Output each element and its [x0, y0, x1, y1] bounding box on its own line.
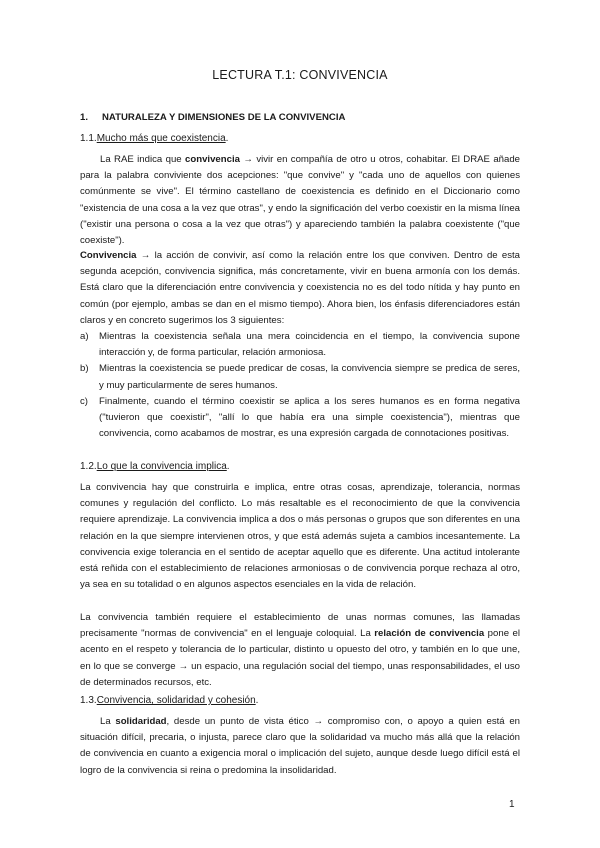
subsection-title: Convivencia, solidaridad y cohesión: [96, 695, 256, 706]
text-run: La convivencia también requiere el establecimiento de unas normas comunes, las llamadas precisamente "normas de convivencia" en el lenguaje coloquial. La: [80, 612, 520, 640]
differences-list: [80, 329, 520, 442]
text-run: La: [100, 716, 116, 727]
subsection-title: Lo que la convivencia implica: [96, 461, 227, 472]
paragraph-convivencia-implica: [80, 480, 520, 593]
text-run: → vivir en compañía de otro u otros, cohabitar. El DRAE añade para la palabra conviviente dos acepciones: "que convive" y "cada uno de aquellos con quienes comúnmente se vive". El término castellano de coexistencia es definido en el Diccionario como "existencia de una cosa a la vez que otras", y endo la significación del verbo coexistir en la misma línea ("existir una persona o cosa a la vez que otras") y apareciendo también la palabra coexistente ("que coexiste").: [80, 154, 520, 247]
list-text: Finalmente, cuando el término coexistir se aplica a los seres humanos es en forma negativa ("tuvieron que coexistir", "allí lo que había era una simple coexistencia"), mientras que convivencia, como acabamos de mostrar, es una expresión cargada de connotaciones positivas.: [99, 395, 520, 440]
text-run: → la acción de convivir, así como la relación entre los que conviven. Dentro de esta segunda acepción, convivencia significa, más concretamente, vivir en buena armonía con los demás. Está claro que la diferenciación entre convivencia y coexistencia no es del todo nítida y hay punto en común (por ejemplo, ambas se dan en el mismo tiempo). Ahora bien, los énfasis diferenciadores están claros y en concreto sugerimos los 3 siguientes:: [80, 250, 520, 326]
paragraph-convivencia-definition: [80, 248, 520, 329]
section-title: NATURALEZA Y DIMENSIONES DE LA CONVIVENCIA: [102, 112, 346, 123]
text-run: pone el acento en el respeto y tolerancia de lo particular, distinto u opuesto del otro, y también en lo que une, en lo que se converge → un espacio, una regulación social del tiempo, unas responsabilidades, el uso de determinados recursos, etc.: [80, 628, 520, 688]
bold-term: relación de convivencia: [374, 628, 485, 640]
text-run: , desde un punto de vista ético → compromiso con, o apoyo a quien está en situación difícil, precaria, o injusta, parece claro que la solidaridad va mucho más allá que la relación de convivencia en cuanto a exigencia moral o implicación del sujeto, aunque desde luego difícil está el logro de la convivencia si reina o predomina la insolidaridad.: [80, 716, 520, 776]
paragraph-solidaridad: [80, 714, 520, 779]
text-run: La RAE indica que: [100, 154, 186, 165]
subsection-heading-1-3: 1.3.Convivencia, solidaridad y cohesión.: [80, 695, 259, 706]
paragraph-normas-comunes: [80, 610, 520, 691]
section-heading: [80, 112, 345, 123]
subsection-heading-1-1: 1.1.Mucho más que coexistencia.: [80, 133, 229, 144]
subsection-number: 1.2.: [80, 461, 97, 472]
bold-term: Convivencia: [80, 250, 137, 261]
text-run: La convivencia hay que construirla e implica, entre otras cosas, aprendizaje, tolerancia, normas comunes y regulación del conflicto. Lo más resaltable es el reconocimiento de que la convivencia requiere aprendizaje. La convivencia implica a dos o más personas o grupos que son diferentes en una relación en la que siempre intervienen otros, y que está además sujeta a cambios incesantemente. La convivencia exige tolerancia en el sentido de aceptar aquello que es diferente. Una actitud intolerante está reñida con el establecimiento de relaciones armoniosas o de convivencia porque rechaza al otro, ya sea en su totalidad o en algunos aspectos esenciales en la vida de relación.: [80, 482, 520, 591]
list-item: [80, 361, 520, 393]
list-marker: c): [80, 395, 88, 407]
subsection-number: 1.3.: [80, 695, 97, 706]
paragraph-rae-definition: [80, 152, 520, 249]
section-number: 1.: [80, 112, 89, 123]
bold-term: convivencia: [185, 154, 240, 165]
list-text: Mientras la coexistencia señala una mera coincidencia en el tiempo, la convivencia supone interacción y, de forma particular, relación armoniosa.: [99, 331, 520, 359]
subsection-heading-1-2: 1.2.Lo que la convivencia implica.: [80, 461, 230, 472]
bold-term: solidaridad: [115, 716, 167, 727]
page-number: 1: [509, 799, 515, 810]
list-text: Mientras la coexistencia se puede predicar de cosas, la convivencia siempre se predica de seres, y muy particularmente de seres humanos.: [99, 363, 520, 391]
list-item: [80, 329, 520, 361]
list-marker: a): [80, 331, 89, 342]
differences-list-container: [80, 329, 520, 442]
document-title: LECTURA T.1: CONVIVENCIA: [212, 68, 388, 82]
subsection-title: Mucho más que coexistencia: [96, 133, 226, 144]
list-item: [80, 394, 520, 443]
subsection-number: 1.1.: [80, 133, 97, 144]
list-marker: b): [80, 363, 89, 375]
